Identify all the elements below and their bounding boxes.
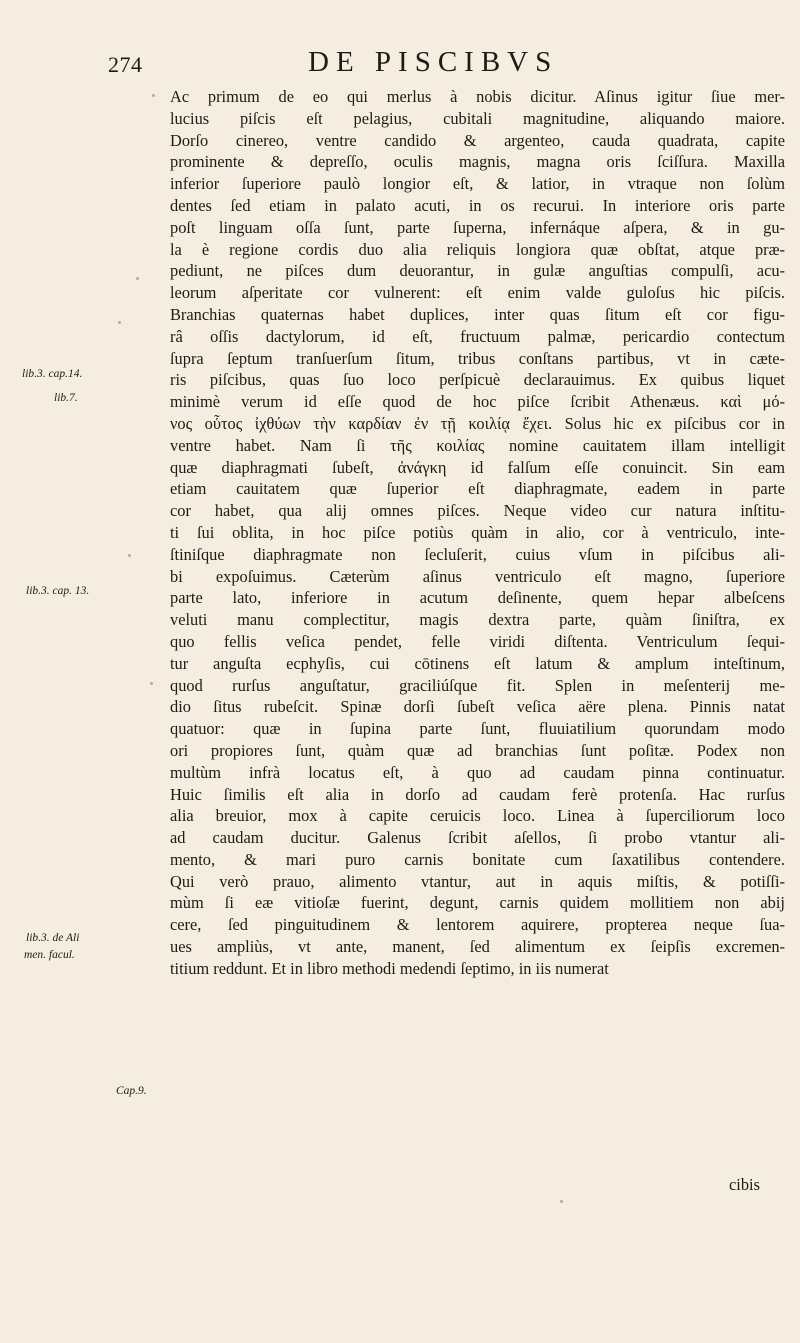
text-line: tur anguſta ecphyſis, cui cōtinens eſt latum & amplum inteſtinum,	[170, 653, 785, 673]
text-line: mento, & mari puro carnis bonitate cum ſaxatilibus contendere.	[170, 849, 785, 869]
text-line: dentes ſed etiam in palato acuti, in os recurui. In interiore oris parte	[170, 195, 785, 215]
text-line: bi expoſuimus. Cæterùm aſinus ventriculo eſt magno, ſuperiore	[170, 566, 785, 586]
text-line: quæ diaphragmati ſubeſt, ἀνάγκη id falſum eſſe conuincit. Sin eam	[170, 457, 785, 477]
text-line: râ oſſis dactylorum, id eſt, fructuum palmæ, pericardio contectum	[170, 326, 785, 346]
text-line: inferior ſuperiore paulò longior eſt, & latior, in vtraque non ſolùm	[170, 174, 785, 194]
paper-speck	[118, 321, 121, 324]
text-line: quo fellis veſica pendet, felle viridi diſtenta. Ventriculum ſequi-	[170, 631, 785, 651]
text-line: quod rurſus anguſtatur, graciliúſque fit. Splen in meſenterij me-	[170, 675, 785, 695]
text-line: Dorſo cinereo, ventre candido & argenteo, cauda quadrata, capite	[170, 130, 785, 150]
text-line: veluti manu complectitur, magis dextra parte, quàm ſiniſtra, ex	[170, 610, 785, 630]
text-line: ti ſui oblita, in hoc piſce potiùs quàm in alio, cor à ventriculo, inte-	[170, 522, 785, 542]
running-title: DE PISCIBVS	[308, 46, 559, 78]
text-line: cor habet, qua alij omnes piſces. Neque video cur natura inſtitu-	[170, 501, 785, 521]
text-line-greek: νος οὗτος ἰχθύων τὴν καρδίαν ἐν τῇ κοιλίᾳ ἔχει. Solus hic ex piſcibus cor in	[170, 413, 785, 433]
text-line: alia breuior, mox à capite ceruicis loco. Linea à ſuperciliorum loco	[170, 806, 785, 826]
paper-speck	[560, 1200, 563, 1203]
text-line: ad caudam ducitur. Galenus ſcribit aſellos, ſi probo vtantur ali-	[170, 828, 785, 848]
text-line: leorum aſperitate cor vulnerent: eſt enim valde guloſus hic piſcis.	[170, 283, 785, 303]
text-line: poſt linguam oſſa ſunt, parte ſuperna, infernáque aſpera, & in gu-	[170, 217, 785, 237]
text-line: lucius piſcis eſt pelagius, cubitali magnitudine, aliquando maiore.	[170, 108, 785, 128]
margin-note-cap9: Cap.9.	[116, 1085, 147, 1097]
paper-speck	[152, 94, 155, 97]
text-line: minimè verum id eſſe quod de hoc piſce ſcribit Athenæus. καὶ μό-	[170, 392, 785, 412]
text-line: mùm ſi eæ vitioſæ fuerint, degunt, carnis quidem mollitiem non abij	[170, 893, 785, 913]
text-line: dio ſitus rubeſcit. Spinæ dorſi ſubeſt veſica aëre plena. Pinnis natat	[170, 697, 785, 717]
margin-note-lib7: lib.7.	[54, 392, 78, 404]
text-line: ventre habet. Nam ſi τῆς κοιλίας nomine cauitatem illam intelligit	[170, 435, 785, 455]
text-line: ori propiores ſunt, quàm quæ ad branchias ſunt poſitæ. Podex non	[170, 740, 785, 760]
margin-note-lib3-de-ali: lib.3. de Ali	[26, 932, 80, 944]
margin-note-lib3-cap14: lib.3. cap.14.	[22, 368, 83, 380]
margin-notes	[0, 0, 160, 1343]
text-line: ſupra ſeptum tranſuerſum ſitum, tribus conſtans partibus, vt in cæte-	[170, 348, 785, 368]
text-line: ris piſcibus, quas ſuo loco perſpicuè declarauimus. Ex quibus liquet	[170, 370, 785, 390]
text-line: la è regione cordis duo alia reliquis longiora quæ obſtat, atque præ-	[170, 239, 785, 259]
text-line: pediunt, ne piſces dum deuorantur, in gulæ anguſtias compulſi, acu-	[170, 261, 785, 281]
main-text-block	[170, 86, 785, 980]
text-line: cere, ſed pinguitudinem & lentorem aquirere, propterea neque ſua-	[170, 915, 785, 935]
text-line: quatuor: quæ in ſupina parte ſunt, fluuiatilium quorundam modo	[170, 719, 785, 739]
catchword: cibis	[729, 1175, 760, 1194]
text-line: Qui verò prauo, alimento vtantur, aut in aquis miſtis, & potiſſi-	[170, 871, 785, 891]
paper-speck	[150, 682, 153, 685]
text-line: ſtiniſque diaphragmate non ſecluſerit, cuius vſum in piſcibus ali-	[170, 544, 785, 564]
paper-speck	[136, 277, 139, 280]
paper-speck	[128, 554, 131, 557]
text-line: Huic ſimilis eſt alia in dorſo ad caudam ferè protenſa. Hac rurſus	[170, 784, 785, 804]
text-line: prominente & depreſſo, oculis magnis, magna oris ſciſſura. Maxilla	[170, 152, 785, 172]
text-line: Ac primum de eo qui merlus à nobis dicitur. Aſinus igitur ſiue mer-	[170, 87, 785, 106]
text-line: etiam cauitatem quæ ſuperior eſt diaphragmate, eadem in parte	[170, 479, 785, 499]
text-line: ues ampliùs, vt ante, manent, ſed alimentum ex ſeipſis excremen-	[170, 937, 785, 957]
page-number: 274	[108, 52, 143, 77]
margin-note-lib3-cap13: lib.3. cap. 13.	[26, 585, 90, 597]
text-line: multùm infrà locatus eſt, à quo ad caudam pinna continuatur.	[170, 762, 785, 782]
margin-note-men-facul: men. facul.	[24, 949, 75, 961]
text-line: Branchias quaternas habet duplices, inter quas ſitum eſt cor figu-	[170, 304, 785, 324]
text-line: titium reddunt. Et in libro methodi medendi ſeptimo, in iis numerat	[170, 958, 609, 978]
page-header	[108, 46, 668, 86]
text-line: parte lato, inferiore in acutum deſinente, quem hepar albeſcens	[170, 588, 785, 608]
